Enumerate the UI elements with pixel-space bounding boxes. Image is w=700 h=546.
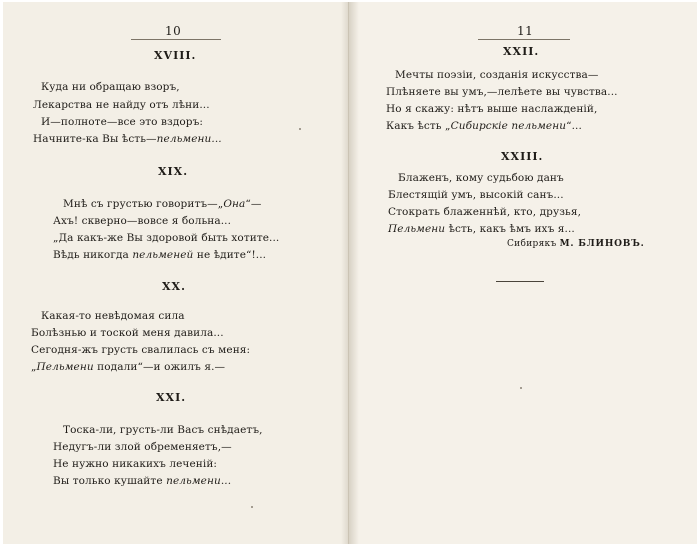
section-heading: XVIII. bbox=[154, 49, 197, 62]
verse-line: Лекарства не найду отъ лѣни... bbox=[33, 99, 210, 111]
right-page bbox=[350, 2, 697, 544]
page-number: 10 bbox=[165, 24, 182, 38]
page-number: 11 bbox=[517, 24, 534, 38]
verse-line: Вѣдь никогда пельменей не ѣдите“!... bbox=[53, 249, 267, 261]
verse-line: Куда ни обращаю взоръ, bbox=[41, 81, 180, 93]
header-rule bbox=[478, 39, 570, 40]
verse-line: Но я скажу: нѣтъ выше наслажденій, bbox=[386, 103, 598, 115]
paper-speck bbox=[251, 506, 253, 508]
section-heading: XXI. bbox=[156, 391, 187, 404]
verse-line: Пельмени ѣсть, какъ ѣмъ ихъ я... bbox=[388, 223, 575, 235]
end-rule bbox=[496, 281, 544, 282]
book-spread bbox=[3, 2, 697, 544]
verse-line: И—полноте—все это вздоръ: bbox=[41, 116, 204, 128]
verse-line: Какая-то невѣдомая сила bbox=[41, 310, 185, 322]
header-rule bbox=[131, 39, 221, 40]
paper-speck bbox=[299, 128, 301, 130]
verse-line: „Пельмени подали“—и ожилъ я.— bbox=[31, 361, 226, 373]
verse-line: Мечты поэзіи, созданія искусства— bbox=[395, 69, 599, 81]
left-page bbox=[3, 2, 349, 544]
verse-line: Стократь блаженнѣй, кто, друзья, bbox=[388, 206, 582, 218]
book-gutter bbox=[341, 2, 359, 544]
verse-line: Вы только кушайте пельмени... bbox=[53, 475, 232, 487]
section-heading: XXIII. bbox=[501, 150, 544, 163]
verse-line: Не нужно никакихъ леченій: bbox=[53, 458, 218, 470]
verse-line: Ахъ! скверно—вовсе я больна... bbox=[53, 215, 232, 227]
verse-line: Блестящій умъ, высокій санъ... bbox=[388, 189, 564, 201]
verse-line: Недугъ-ли злой обременяетъ,— bbox=[53, 441, 232, 453]
paper-speck bbox=[520, 387, 522, 389]
verse-line: Болѣзнью и тоской меня давила... bbox=[31, 327, 224, 339]
verse-line: Какъ ѣсть „Сибирскіе пельмени“... bbox=[386, 120, 582, 132]
section-heading: XIX. bbox=[158, 165, 189, 178]
author-signature: Сибирякъ М. БЛИНОВЪ. bbox=[507, 239, 645, 249]
section-heading: XX. bbox=[162, 280, 186, 293]
verse-line: Мнѣ съ грустью говоритъ—„Она“— bbox=[63, 198, 262, 210]
verse-line: Блаженъ, кому судьбою данъ bbox=[398, 172, 564, 184]
verse-line: Плѣняете вы умъ,—лелѣете вы чувства... bbox=[386, 86, 618, 98]
verse-line: Сегодня-жъ грусть свалилась съ меня: bbox=[31, 344, 251, 356]
section-heading: XXII. bbox=[503, 45, 540, 58]
verse-line: Начните-ка Вы ѣсть—пельмени... bbox=[33, 133, 222, 145]
verse-line: Тоска-ли, грусть-ли Васъ снѣдаетъ, bbox=[63, 424, 263, 436]
verse-line: „Да какъ-же Вы здоровой быть хотите... bbox=[53, 232, 280, 244]
